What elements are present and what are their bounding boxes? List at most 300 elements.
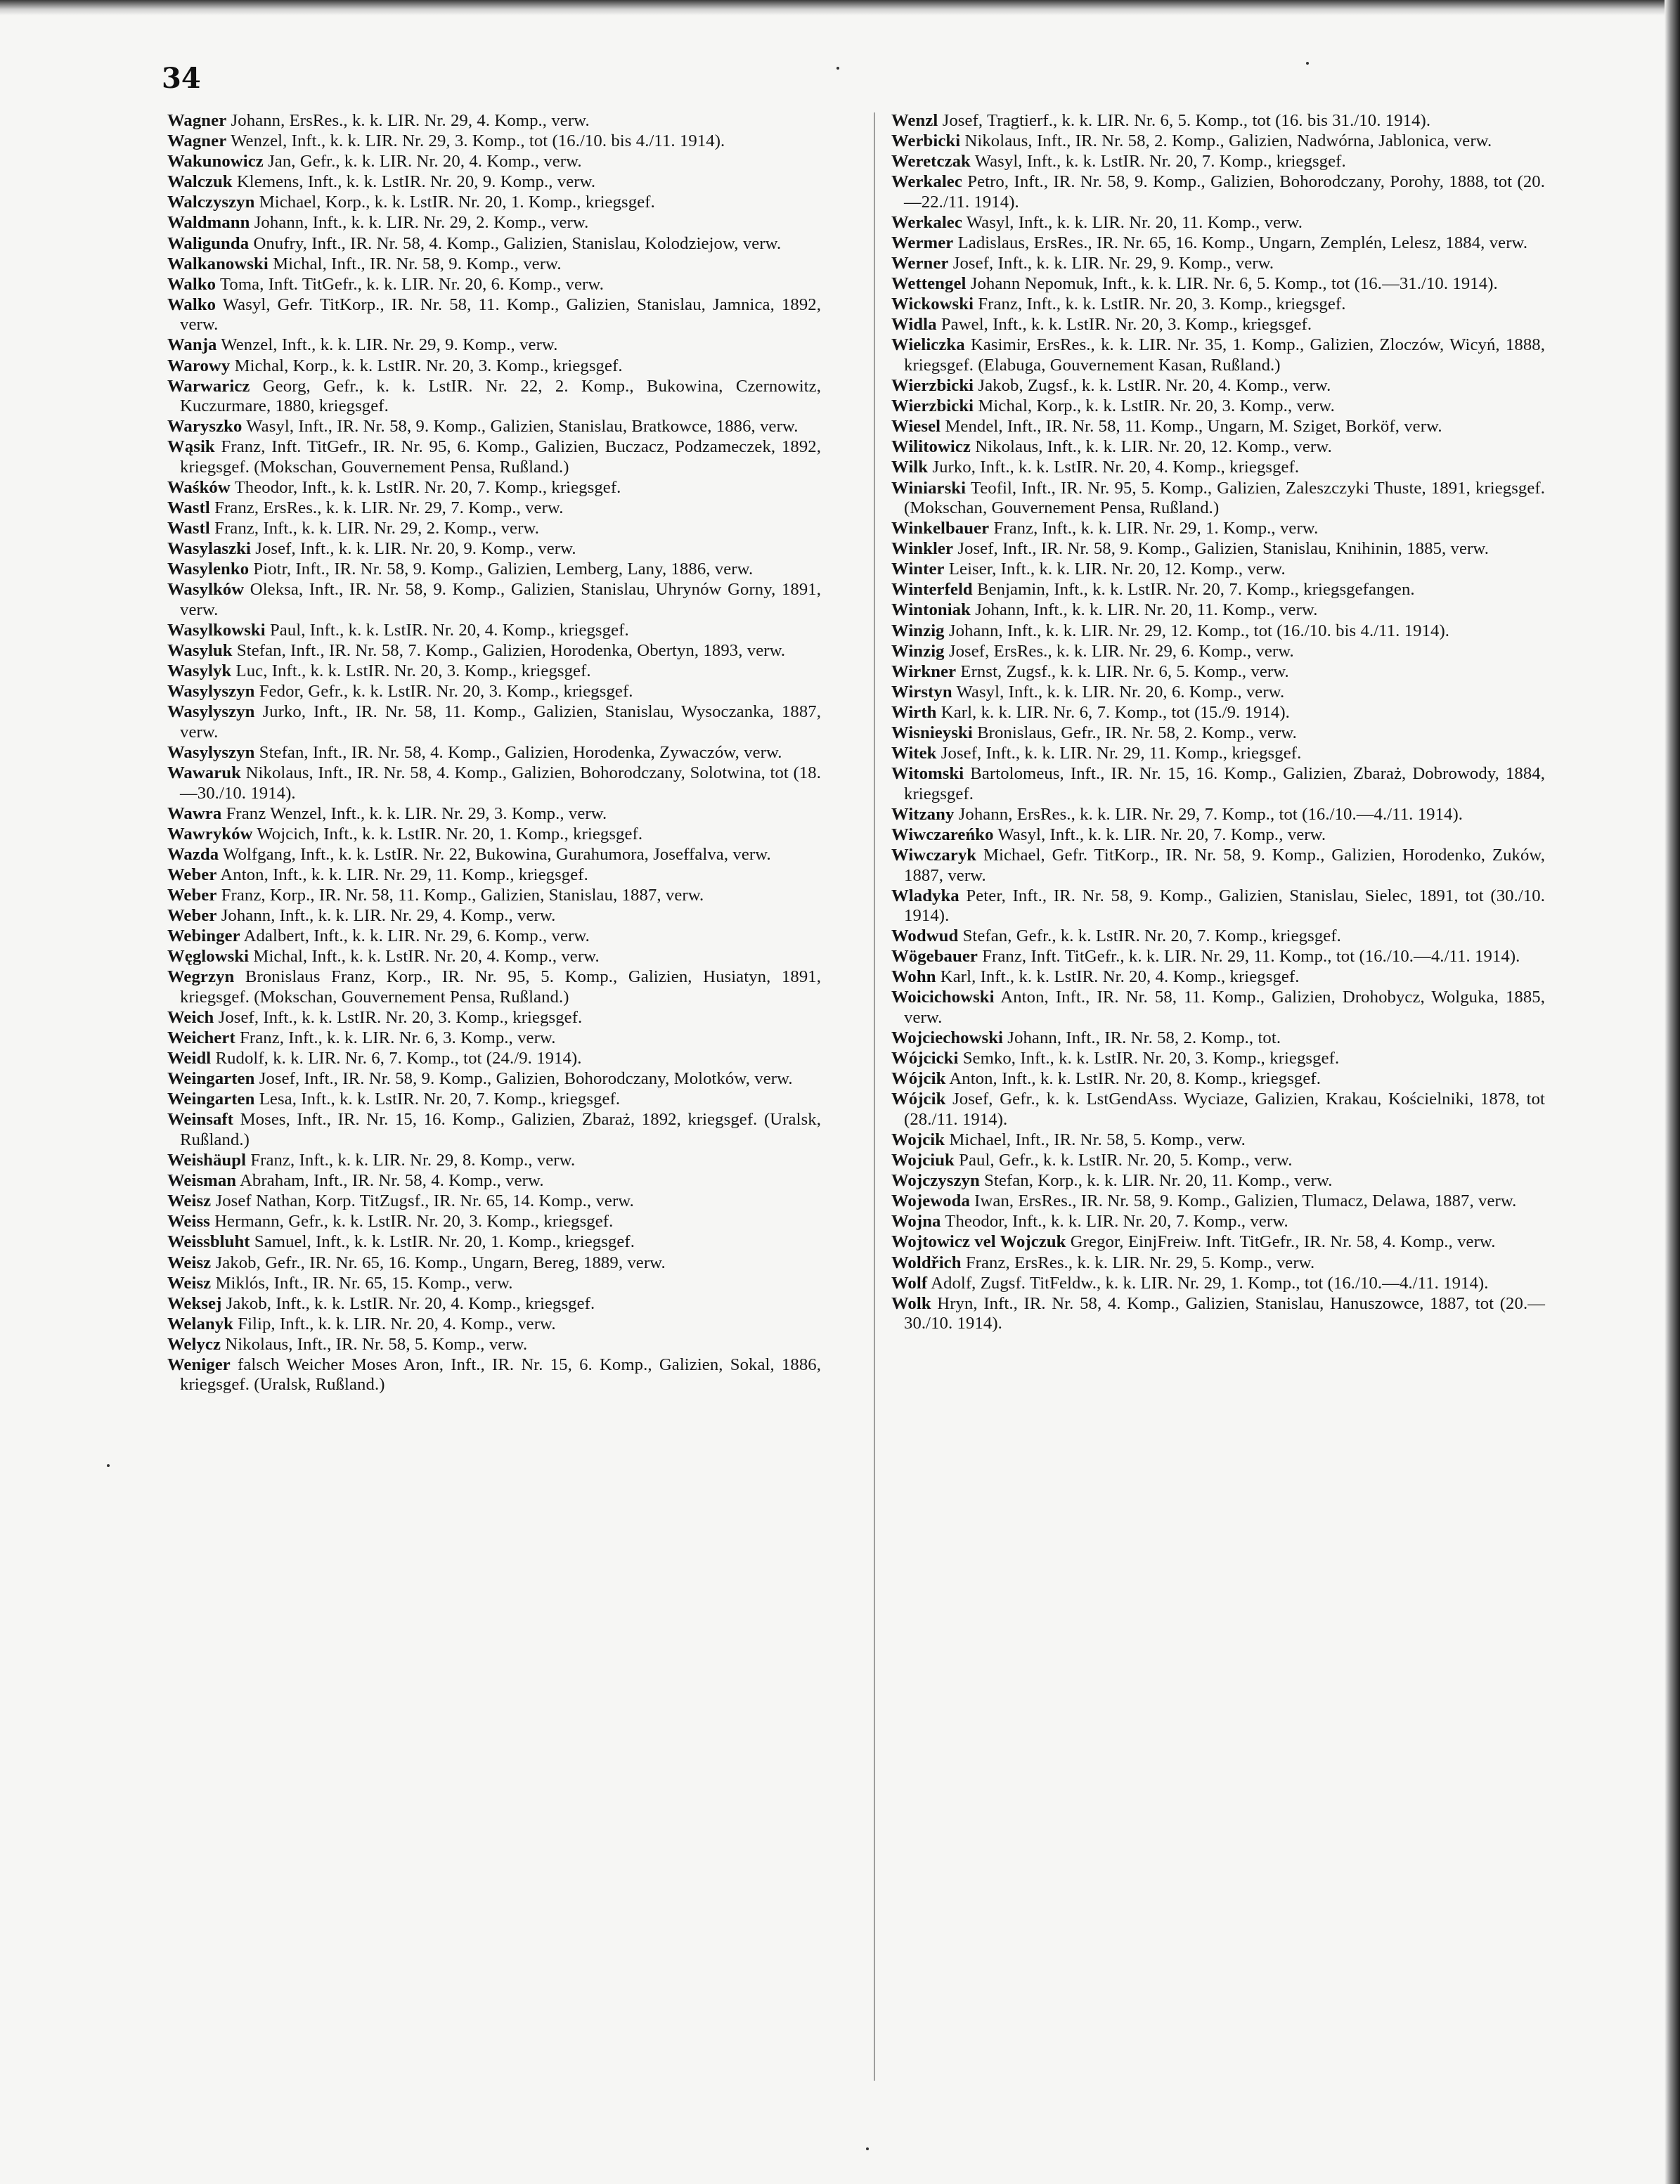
entry-details: Wasyl, Inft., k. k. LstIR. Nr. 20, 7. Komp., kriegsgef. [970, 152, 1346, 172]
entry-surname: Wierzbicki [891, 396, 974, 416]
casualty-entry [891, 600, 1545, 621]
entry-details: Semko, Inft., k. k. LstIR. Nr. 20, 3. Komp., kriegsgef. [958, 1049, 1340, 1068]
entry-surname: Wisnieyski [891, 723, 973, 743]
entry-surname: Wirstyn [891, 682, 952, 702]
entry-details: Georg, Gefr., k. k. LstIR. Nr. 22, 2. Komp., Bukowina, Czernowitz, Kuczurmare, 1880, kriegsgef. [180, 376, 821, 416]
entry-surname: Wirkner [891, 661, 957, 681]
entry-surname: Witzany [891, 804, 955, 824]
entry-details: Onufry, Inft., IR. Nr. 58, 4. Komp., Galizien, Stanislau, Kolodziejow, verw. [249, 233, 782, 253]
casualty-entry [891, 1232, 1545, 1253]
entry-details: Johann, Inft., IR. Nr. 58, 2. Komp., tot. [1003, 1028, 1281, 1048]
entry-details: Franz, Inft., k. k. LIR. Nr. 29, 8. Komp., verw. [246, 1151, 576, 1170]
casualty-entry [891, 642, 1545, 662]
casualty-entry [891, 1130, 1545, 1151]
entry-details: Wasyl, Inft., IR. Nr. 58, 9. Komp., Galizien, Stanislau, Bratkowce, 1886, verw. [242, 417, 799, 437]
entry-surname: Werbicki [891, 131, 961, 151]
entry-surname: Wakunowicz [167, 152, 264, 172]
entry-details: Jakob, Gefr., IR. Nr. 65, 16. Komp., Ungarn, Bereg, 1889, verw. [211, 1253, 666, 1272]
casualty-entry [891, 274, 1545, 295]
entry-details: Michal, Korp., k. k. LstIR. Nr. 20, 3. Komp., verw. [974, 396, 1335, 416]
casualty-entry [891, 131, 1545, 152]
casualty-entry [891, 1171, 1545, 1191]
entry-surname: Wodwud [891, 926, 959, 946]
entry-details: Anton, Inft., k. k. LstIR. Nr. 20, 8. Komp., kriegsgef. [945, 1069, 1322, 1089]
entry-details: Michal, Inft., IR. Nr. 58, 9. Komp., verw. [268, 254, 562, 273]
entry-details: Mendel, Inft., IR. Nr. 58, 11. Komp., Ungarn, M. Sziget, Borköf, verw. [941, 417, 1442, 437]
entry-details: Jurko, Inft., k. k. LstIR. Nr. 20, 4. Komp., kriegsgef. [928, 458, 1300, 477]
entry-details: Hryn, Inft., IR. Nr. 58, 4. Komp., Galizien, Stanislau, Hanuszowce, 1887, tot (20.—30./10. 1914). [904, 1293, 1545, 1333]
entry-surname: Weingarten [167, 1069, 255, 1089]
entry-surname: Wiwczaryk [891, 846, 977, 865]
entry-details: Stefan, Gefr., k. k. LstIR. Nr. 20, 7. Komp., kriegsgef. [958, 926, 1341, 946]
entry-surname: Wolf [891, 1273, 928, 1293]
entry-details: Leiser, Inft., k. k. LIR. Nr. 20, 12. Komp., verw. [944, 560, 1286, 579]
casualty-entry [167, 560, 821, 580]
entry-details: Wasyl, Inft., k. k. LIR. Nr. 20, 7. Komp., verw. [993, 825, 1326, 844]
entry-surname: Weisz [167, 1253, 212, 1272]
entry-surname: Wojcik [891, 1130, 945, 1149]
entry-surname: Webinger [167, 926, 240, 946]
casualty-entry [891, 1212, 1545, 1232]
entry-details: Michael, Korp., k. k. LstIR. Nr. 20, 1. Komp., kriegsgef. [254, 193, 655, 212]
entry-details: Moses, Inft., IR. Nr. 15, 16. Komp., Galizien, Zbaraż, 1892, kriegsgef. (Uralsk, Rußland.) [180, 1110, 821, 1149]
entry-details: Hermann, Gefr., k. k. LstIR. Nr. 20, 3. Komp., kriegsgef. [209, 1212, 614, 1232]
casualty-entry [891, 254, 1545, 274]
entry-details: Theodor, Inft., k. k. LstIR. Nr. 20, 7. Komp., kriegsgef. [230, 477, 621, 497]
entry-details: Bronislaus Franz, Korp., IR. Nr. 95, 5. Komp., Galizien, Husiatyn, 1891, kriegsgef. (Mokschan, Gouvernement Pensa, Rußland.) [180, 967, 821, 1007]
entry-details: Benjamin, Inft., k. k. LstIR. Nr. 20, 7. Komp., kriegsgefangen. [972, 580, 1415, 600]
casualty-entry [167, 478, 821, 498]
casualty-entry [891, 233, 1545, 254]
casualty-entry [891, 1191, 1545, 1212]
entry-surname: Waryszko [167, 417, 243, 437]
entry-surname: Weber [167, 906, 217, 926]
entry-details: Filip, Inft., k. k. LIR. Nr. 20, 4. Komp., verw. [233, 1314, 556, 1333]
casualty-entry [891, 335, 1545, 375]
entry-details: Fedor, Gefr., k. k. LstIR. Nr. 20, 3. Komp., kriegsgef. [254, 682, 633, 702]
entry-surname: Weissbluht [167, 1232, 250, 1252]
entry-surname: Winiarski [891, 478, 967, 498]
entry-details: Ladislaus, ErsRes., IR. Nr. 65, 16. Komp., Ungarn, Zemplén, Lelesz, 1884, verw. [953, 233, 1528, 252]
entry-details: Josef, Tragtierf., k. k. LIR. Nr. 6, 5. Komp., tot (16. bis 31./10. 1914). [938, 111, 1431, 130]
entry-surname: Wolk [891, 1293, 931, 1313]
casualty-entry [167, 1049, 821, 1069]
casualty-entry [891, 886, 1545, 926]
casualty-entry [167, 1212, 821, 1232]
scan-speck [836, 67, 839, 70]
entry-details: Wenzel, Inft., k. k. LIR. Nr. 29, 3. Komp., tot (16./10. bis 4./11. 1914). [226, 131, 725, 151]
casualty-entry [891, 396, 1545, 417]
entry-details: Petro, Inft., IR. Nr. 58, 9. Komp., Galizien, Bohorodczany, Porohy, 1888, tot (20.—22./11. 1914). [904, 172, 1545, 212]
casualty-entry [891, 458, 1545, 478]
entry-details: Iwan, ErsRes., IR. Nr. 58, 9. Komp., Galizien, Tlumacz, Delawa, 1887, verw. [969, 1191, 1517, 1211]
entry-details: Stefan, Korp., k. k. LIR. Nr. 20, 11. Komp., verw. [979, 1171, 1333, 1191]
entry-details: Miklós, Inft., IR. Nr. 65, 15. Komp., verw. [211, 1273, 513, 1293]
entry-surname: Wawaruk [167, 763, 241, 783]
casualty-entry [891, 1151, 1545, 1171]
entry-surname: Wąsik [167, 437, 215, 457]
entry-details: Toma, Inft. TitGefr., k. k. LIR. Nr. 20, 6. Komp., verw. [216, 274, 604, 294]
entry-surname: Witomski [891, 764, 964, 784]
entry-surname: Winzig [891, 621, 945, 640]
entry-surname: Weber [167, 886, 217, 905]
casualty-entry [891, 1090, 1545, 1130]
entry-surname: Wilk [891, 458, 929, 477]
casualty-entry [167, 804, 821, 825]
entry-details: Michael, Inft., IR. Nr. 58, 5. Komp., verw. [945, 1130, 1246, 1149]
entry-surname: Weniger [167, 1355, 231, 1374]
entry-details: Wenzel, Inft., k. k. LIR. Nr. 29, 9. Komp., verw. [217, 335, 558, 355]
casualty-entry [167, 1191, 821, 1212]
casualty-entry [167, 1028, 821, 1049]
entry-surname: Wojewoda [891, 1191, 970, 1211]
entry-surname: Weidl [167, 1049, 212, 1068]
entry-details: Paul, Gefr., k. k. LstIR. Nr. 20, 5. Komp., verw. [954, 1151, 1293, 1170]
entry-details: Abraham, Inft., IR. Nr. 58, 4. Komp., verw. [236, 1171, 544, 1191]
entry-surname: Weisman [167, 1171, 237, 1191]
casualty-entry [167, 825, 821, 845]
entry-surname: Wagner [167, 111, 227, 130]
casualty-entry [167, 519, 821, 539]
casualty-entry [167, 641, 821, 661]
casualty-entry [167, 1335, 821, 1355]
entry-surname: Wasylenko [167, 560, 250, 579]
entry-surname: Wladyka [891, 886, 959, 905]
entry-details: Johann, ErsRes., k. k. LIR. Nr. 29, 7. Komp., tot (16./10.—4./11. 1914). [954, 804, 1463, 824]
entry-surname: Wickowski [891, 295, 974, 314]
entry-surname: Wintoniak [891, 600, 971, 620]
entry-surname: Winzig [891, 641, 945, 661]
entry-surname: Weinsaft [167, 1110, 234, 1130]
page-number: 34 [162, 62, 201, 95]
entry-surname: Warowy [167, 356, 231, 375]
entry-surname: Wasylyszyn [167, 702, 255, 722]
entry-surname: Wastl [167, 519, 210, 538]
casualty-entry [167, 1008, 821, 1028]
casualty-entry [891, 295, 1545, 315]
casualty-entry [891, 152, 1545, 172]
casualty-entry [891, 621, 1545, 642]
entry-surname: Wieliczka [891, 335, 965, 355]
entry-surname: Wawra [167, 803, 222, 823]
casualty-entry [167, 1069, 821, 1090]
casualty-entry [891, 1253, 1545, 1274]
entry-details: Franz, Inft. TitGefr., IR. Nr. 95, 6. Komp., Galizien, Buczacz, Podzameczek, 1892, kriegsgef. (Mokschan, Gouvernement Pensa, Rußland.) [180, 437, 821, 477]
entry-details: Adalbert, Inft., k. k. LIR. Nr. 29, 6. Komp., verw. [240, 926, 590, 946]
entry-details: Johann, Inft., k. k. LIR. Nr. 29, 12. Komp., tot (16./10. bis 4./11. 1914). [944, 621, 1450, 640]
casualty-entry [891, 805, 1545, 825]
casualty-entry [167, 1090, 821, 1110]
casualty-entry [167, 275, 821, 295]
casualty-entry [891, 519, 1545, 539]
entry-surname: Wojciechowski [891, 1028, 1004, 1048]
entry-surname: Waldmann [167, 213, 250, 233]
casualty-entry [167, 1274, 821, 1294]
entry-details: Nikolaus, Inft., IR. Nr. 58, 4. Komp., Galizien, Bohorodczany, Solotwina, tot (18.—30./10. 1914). [180, 763, 821, 803]
entry-surname: Warwaricz [167, 376, 250, 396]
casualty-entry [167, 906, 821, 926]
entry-surname: Winter [891, 560, 945, 579]
entry-surname: Winkler [891, 539, 954, 559]
entry-surname: Weretczak [891, 152, 971, 172]
casualty-entry [891, 213, 1545, 233]
entry-details: Peter, Inft., IR. Nr. 58, 9. Komp., Galizien, Stanislau, Sielec, 1891, tot (30./10. 1914). [904, 886, 1545, 926]
entry-surname: Wojczyszyn [891, 1171, 980, 1191]
entry-surname: Wanja [167, 335, 217, 355]
entry-surname: Wastl [167, 498, 210, 517]
entry-surname: Walczuk [167, 172, 233, 192]
casualty-entry [167, 437, 821, 477]
entry-details: Stefan, Inft., IR. Nr. 58, 4. Komp., Galizien, Horodenka, Zywaczów, verw. [254, 742, 782, 762]
casualty-entry [167, 947, 821, 967]
casualty-entry [167, 763, 821, 803]
entry-details: Stefan, Inft., IR. Nr. 58, 7. Komp., Galizien, Horodenka, Obertyn, 1893, verw. [232, 641, 786, 661]
casualty-entry [167, 335, 821, 356]
casualty-entry [891, 1069, 1545, 1090]
casualty-entry [891, 744, 1545, 764]
entry-surname: Wasylaszki [167, 539, 251, 559]
entry-details: Paul, Inft., k. k. LstIR. Nr. 20, 4. Komp., kriegsgef. [265, 620, 629, 640]
entry-details: Ernst, Zugsf., k. k. LIR. Nr. 6, 5. Komp., verw. [956, 661, 1289, 681]
entry-surname: Walczyszyn [167, 193, 255, 212]
entry-surname: Walko [167, 274, 217, 294]
entry-surname: Weich [167, 1007, 214, 1027]
entry-details: Klemens, Inft., k. k. LstIR. Nr. 20, 9. Komp., verw. [232, 172, 596, 192]
right-column [891, 111, 1545, 1334]
casualty-entry [167, 926, 821, 947]
entry-details: Franz, Inft., k. k. LstIR. Nr. 20, 3. Komp., kriegsgef. [974, 295, 1346, 314]
entry-details: Josef, Inft., k. k. LIR. Nr. 20, 9. Komp., verw. [250, 539, 576, 559]
entry-surname: Weber [167, 865, 217, 884]
casualty-entry [167, 213, 821, 233]
entry-surname: Wögebauer [891, 947, 978, 967]
entry-details: Josef Nathan, Korp. TitZugsf., IR. Nr. 65, 14. Komp., verw. [211, 1191, 634, 1211]
entry-details: Nikolaus, Inft., k. k. LIR. Nr. 20, 12. Komp., verw. [971, 437, 1332, 457]
casualty-entry [891, 111, 1545, 131]
scan-speck [1306, 62, 1309, 65]
entry-surname: Wojtowicz vel Wojczuk [891, 1232, 1066, 1252]
scan-right-edge [1665, 0, 1680, 2184]
entry-surname: Wettengel [891, 274, 967, 294]
casualty-entry [167, 886, 821, 906]
entry-details: Franz, ErsRes., k. k. LIR. Nr. 29, 7. Komp., verw. [209, 498, 564, 517]
entry-surname: Weisz [167, 1273, 212, 1293]
casualty-entry [167, 131, 821, 152]
entry-surname: Walkanowski [167, 254, 269, 273]
casualty-entry [167, 377, 821, 417]
entry-details: Jakob, Inft., k. k. LstIR. Nr. 20, 4. Komp., kriegsgef. [221, 1293, 595, 1313]
casualty-entry [891, 1049, 1545, 1069]
casualty-entry [167, 254, 821, 275]
casualty-entry [167, 152, 821, 172]
casualty-entry [167, 682, 821, 702]
entry-details: Jakob, Zugsf., k. k. LstIR. Nr. 20, 4. Komp., verw. [974, 376, 1331, 396]
left-column [167, 111, 821, 1396]
casualty-entry [167, 417, 821, 437]
entry-surname: Wierzbicki [891, 376, 974, 396]
casualty-entry [167, 1110, 821, 1150]
casualty-entry [891, 683, 1545, 703]
entry-surname: Waligunda [167, 233, 250, 253]
column-divider [874, 112, 875, 2081]
entry-surname: Weiss [167, 1212, 210, 1232]
entry-details: Michael, Gefr. TitKorp., IR. Nr. 58, 9. Komp., Galizien, Horodenko, Zuków, 1887, verw. [904, 846, 1545, 885]
entry-details: Anton, Inft., IR. Nr. 58, 11. Komp., Galizien, Drohobycz, Wolguka, 1885, verw. [904, 988, 1545, 1027]
entry-surname: Weichert [167, 1028, 235, 1048]
entry-details: Samuel, Inft., k. k. LstIR. Nr. 20, 1. Komp., kriegsgef. [250, 1232, 635, 1252]
entry-details: Teofil, Inft., IR. Nr. 95, 5. Komp., Galizien, Zaleszczyki Thuste, 1891, kriegsgef. (Mokschan, Gouvernement Pensa, Rußland.) [904, 478, 1545, 517]
casualty-entry [891, 1274, 1545, 1294]
entry-surname: Wasylyk [167, 661, 232, 681]
entry-details: Franz, Inft. TitGefr., k. k. LIR. Nr. 29, 11. Komp., tot (16./10.—4./11. 1914). [977, 947, 1520, 967]
entry-details: Johann, Inft., k. k. LIR. Nr. 29, 2. Komp., verw. [250, 213, 589, 233]
entry-surname: Weisz [167, 1191, 212, 1211]
entry-surname: Wegrzyn [167, 967, 235, 987]
entry-surname: Werkalec [891, 172, 962, 192]
entry-surname: Wasylkowski [167, 620, 266, 640]
casualty-entry [167, 845, 821, 865]
casualty-entry [891, 172, 1545, 212]
entry-details: Nikolaus, Inft., IR. Nr. 58, 2. Komp., Galizien, Nadwórna, Jablonica, verw. [960, 131, 1492, 151]
entry-details: Johann Nepomuk, Inft., k. k. LIR. Nr. 6, 5. Komp., tot (16.—31./10. 1914). [966, 274, 1498, 294]
casualty-entry [891, 967, 1545, 988]
entry-details: Franz, ErsRes., k. k. LIR. Nr. 29, 5. Komp., verw. [961, 1253, 1315, 1272]
entry-details: Franz, Inft., k. k. LIR. Nr. 6, 3. Komp., verw. [235, 1028, 556, 1048]
entry-surname: Weingarten [167, 1090, 255, 1109]
entry-surname: Walko [167, 295, 217, 314]
entry-details: Josef, Gefr., k. k. LstGendAss. Wyciaze, Galizien, Krakau, Kościelniki, 1878, tot (28./11. 1914). [904, 1090, 1545, 1129]
casualty-entry [167, 172, 821, 193]
entry-details: Theodor, Inft., k. k. LIR. Nr. 20, 7. Komp., verw. [941, 1212, 1288, 1232]
casualty-entry [891, 417, 1545, 437]
entry-details: Wasyl, Inft., k. k. LIR. Nr. 20, 6. Komp., verw. [952, 682, 1285, 702]
casualty-entry [167, 865, 821, 886]
entry-details: Michal, Inft., k. k. LstIR. Nr. 20, 4. Komp., verw. [249, 947, 600, 967]
entry-surname: Wermer [891, 233, 954, 252]
entry-surname: Wójcik [891, 1069, 946, 1089]
entry-surname: Wójcicki [891, 1049, 959, 1068]
entry-surname: Wilitowicz [891, 437, 971, 457]
casualty-entry [891, 926, 1545, 947]
entry-surname: Woicichowski [891, 988, 995, 1007]
entry-surname: Wasylyszyn [167, 682, 255, 702]
entry-surname: Winterfeld [891, 580, 973, 600]
casualty-entry [167, 661, 821, 682]
entry-surname: Wasylków [167, 580, 245, 600]
entry-details: Karl, Inft., k. k. LstIR. Nr. 20, 4. Komp., kriegsgef. [936, 967, 1300, 987]
casualty-entry [891, 315, 1545, 335]
entry-details: Johann, ErsRes., k. k. LIR. Nr. 29, 4. Komp., verw. [226, 111, 590, 130]
entry-details: Luc, Inft., k. k. LstIR. Nr. 20, 3. Komp., kriegsgef. [231, 661, 591, 681]
casualty-entry [891, 376, 1545, 396]
casualty-entry [167, 498, 821, 519]
casualty-entry [891, 662, 1545, 683]
entry-details: Josef, Inft., k. k. LIR. Nr. 29, 11. Komp., kriegsgef. [936, 744, 1302, 763]
entry-surname: Wenzl [891, 111, 938, 130]
casualty-entry [891, 479, 1545, 519]
entry-surname: Werner [891, 254, 949, 273]
casualty-entry [167, 702, 821, 742]
entry-surname: Wirth [891, 702, 937, 722]
casualty-entry [891, 560, 1545, 580]
casualty-entry [167, 234, 821, 254]
casualty-entry [891, 703, 1545, 723]
entry-details: Josef, ErsRes., k. k. LIR. Nr. 29, 6. Komp., verw. [944, 641, 1294, 661]
casualty-entry [167, 295, 821, 335]
casualty-entry [167, 1171, 821, 1191]
casualty-entry [891, 539, 1545, 560]
entry-details: Michal, Korp., k. k. LstIR. Nr. 20, 3. Komp., kriegsgef. [230, 356, 623, 375]
entry-details: Josef, Inft., k. k. LIR. Nr. 29, 9. Komp., verw. [948, 254, 1274, 273]
casualty-entry [167, 356, 821, 377]
casualty-entry [167, 621, 821, 641]
entry-details: Jurko, Inft., IR. Nr. 58, 11. Komp., Galizien, Stanislau, Wysoczanka, 1887, verw. [180, 702, 821, 742]
casualty-entry [167, 1294, 821, 1314]
entry-details: Wojcich, Inft., k. k. LstIR. Nr. 20, 1. Komp., kriegsgef. [252, 824, 643, 844]
casualty-entry [891, 764, 1545, 804]
casualty-entry [891, 947, 1545, 967]
entry-details: Adolf, Zugsf. TitFeldw., k. k. LIR. Nr. 29, 1. Komp., tot (16./10.—4./11. 1914). [927, 1273, 1489, 1293]
entry-surname: Welycz [167, 1334, 221, 1354]
entry-surname: Witek [891, 744, 937, 763]
casualty-entry [891, 1294, 1545, 1334]
entry-details: Oleksa, Inft., IR. Nr. 58, 9. Komp., Galizien, Stanislau, Uhrynów Gorny, 1891, verw. [180, 580, 821, 619]
scan-top-edge [0, 0, 1680, 15]
entry-details: Wasyl, Inft., k. k. LIR. Nr. 20, 11. Komp., verw. [962, 212, 1303, 232]
casualty-entry [167, 539, 821, 560]
entry-surname: Wasyluk [167, 641, 233, 661]
entry-details: Piotr, Inft., IR. Nr. 58, 9. Komp., Galizien, Lemberg, Lany, 1886, verw. [249, 560, 754, 579]
casualty-entry [891, 580, 1545, 600]
entry-surname: Werkalec [891, 212, 962, 232]
entry-details: Josef, Inft., k. k. LstIR. Nr. 20, 3. Komp., kriegsgef. [214, 1007, 583, 1027]
entry-details: Kasimir, ErsRes., k. k. LIR. Nr. 35, 1. Komp., Galizien, Zloczów, Wicyń, 1888, kriegsgef. (Elabuga, Gouvernement Kasan, Rußland.) [904, 335, 1545, 375]
casualty-entry [167, 1314, 821, 1335]
entry-details: Josef, Inft., IR. Nr. 58, 9. Komp., Galizien, Bohorodczany, Molotków, verw. [254, 1069, 793, 1089]
entry-details: Rudolf, k. k. LIR. Nr. 6, 7. Komp., tot (24./9. 1914). [211, 1049, 582, 1068]
entry-details: Pawel, Inft., k. k. LstIR. Nr. 20, 3. Komp., kriegsgef. [936, 315, 1312, 335]
entry-details: Josef, Inft., IR. Nr. 58, 9. Komp., Galizien, Stanislau, Knihinin, 1885, verw. [953, 539, 1489, 559]
entry-surname: Węglowski [167, 947, 250, 967]
entry-surname: Wiwczareńko [891, 825, 994, 844]
casualty-entry [167, 1355, 821, 1395]
entry-surname: Weksej [167, 1293, 222, 1313]
casualty-entry [891, 846, 1545, 886]
entry-surname: Wiesel [891, 417, 941, 437]
entry-details: Franz, Inft., k. k. LIR. Nr. 29, 1. Komp., verw. [989, 519, 1319, 538]
casualty-entry [891, 825, 1545, 846]
entry-details: Johann, Inft., k. k. LIR. Nr. 29, 4. Komp., verw. [217, 906, 556, 926]
casualty-entry [167, 743, 821, 763]
entry-surname: Wojciuk [891, 1151, 955, 1170]
entry-surname: Wojna [891, 1212, 941, 1232]
casualty-entry [167, 1151, 821, 1171]
casualty-entry [891, 723, 1545, 744]
entry-details: Lesa, Inft., k. k. LstIR. Nr. 20, 7. Komp., kriegsgef. [254, 1090, 621, 1109]
entry-surname: Weishäupl [167, 1151, 247, 1170]
casualty-entry [891, 1028, 1545, 1049]
entry-surname: Woldřich [891, 1253, 962, 1272]
entry-surname: Welanyk [167, 1314, 233, 1333]
entry-details: falsch Weicher Moses Aron, Inft., IR. Nr. 15, 6. Komp., Galizien, Sokal, 1886, kriegsgef. (Uralsk, Rußland.) [180, 1355, 821, 1395]
entry-details: Wasyl, Gefr. TitKorp., IR. Nr. 58, 11. Komp., Galizien, Stanislau, Jamnica, 1892, verw. [180, 295, 821, 335]
casualty-entry [167, 580, 821, 620]
entry-surname: Wasylyszyn [167, 742, 255, 762]
entry-surname: Widla [891, 315, 937, 335]
entry-surname: Winkelbauer [891, 519, 990, 538]
entry-details: Franz Wenzel, Inft., k. k. LIR. Nr. 29, 3. Komp., verw. [221, 803, 607, 823]
casualty-entry [167, 967, 821, 1007]
